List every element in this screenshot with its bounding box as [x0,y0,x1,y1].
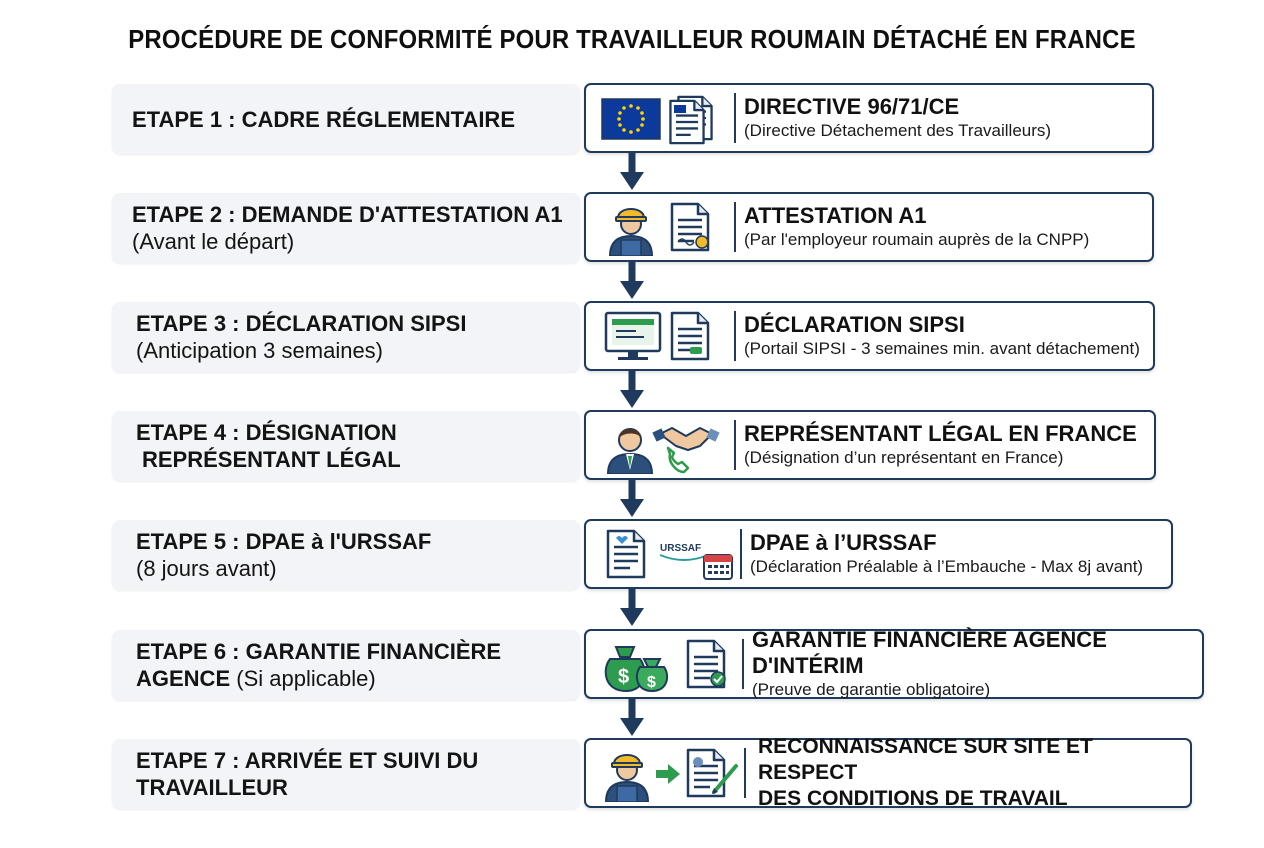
divider [734,93,736,143]
step-6-title-line2: AGENCE [136,666,231,691]
step-6-label-box [112,630,580,700]
worker-icon [610,209,652,256]
step-3-detail-card [584,301,1155,371]
step-1-title: ETAPE 1 : CADRE RÉGLEMENTAIRE [132,106,515,132]
arrow-down-icon [620,152,644,190]
step-6-title: ETAPE 6 : GARANTIE FINANCIÈRE [136,639,502,664]
step-6-detail-subtitle: (Preuve de garantie obligatoire) [752,680,991,699]
step-4-label-box [112,411,580,481]
step-2-label-box [112,193,580,263]
step-7-detail-card [584,735,1192,810]
money-bags-icon [606,647,667,691]
step-5-detail-title: DPAE à l’URSSAF [750,530,937,555]
documents-icon [670,97,711,143]
approved-document-icon [688,641,725,687]
form-icon [672,313,708,359]
page-title: PROCÉDURE DE CONFORMITÉ POUR TRAVAILLEUR ROUMAIN DÉTACHÉ EN FRANCE [128,24,1136,54]
certificate-icon [672,204,708,250]
step-3-label-box [112,302,580,372]
step-2-detail-card [584,192,1154,262]
step-3-detail-title: DÉCLARATION SIPSI [744,312,965,337]
divider [740,529,742,579]
step-2-detail-title: ATTESTATION A1 [744,203,927,228]
svg-text:URSSAF: URSSAF [660,543,702,554]
step-4-title: ETAPE 4 : DÉSIGNATION [136,420,397,445]
svg-text:$: $ [618,666,630,688]
step-1-label-box [112,84,580,154]
businessman-icon [608,429,652,474]
computer-icon [606,313,660,360]
divider [734,311,736,361]
divider [734,420,736,470]
step-1-detail-title: DIRECTIVE 96/71/CE [744,94,960,119]
step-2-title: ETAPE 2 : DEMANDE D'ATTESTATION A1 [132,202,563,227]
step-7-detail-title-line2: DES CONDITIONS DE TRAVAIL [758,787,1068,810]
step-4-title-line2: REPRÉSENTANT LÉGAL [142,447,401,472]
svg-text:$: $ [647,674,656,691]
step-5-label-box [112,520,580,590]
step-5-title: ETAPE 5 : DPAE à l'URSSAF [136,529,432,554]
step-6-subtitle: (Si applicable) [230,666,376,691]
divider [734,202,736,252]
step-3-title: ETAPE 3 : DÉCLARATION SIPSI [136,311,467,336]
step-7-label-box [112,739,580,809]
arrow-right-icon [656,764,680,784]
step-4-detail-subtitle: (Désignation d’un représentant en France) [744,448,1064,467]
worker-icon [606,755,648,802]
arrow-down-icon [620,479,644,517]
step-4-detail-card [584,410,1156,480]
step-4-detail-title: REPRÉSENTANT LÉGAL EN FRANCE [744,421,1137,446]
handshake-icon [652,428,719,450]
step-3-detail-subtitle: (Portail SIPSI - 3 semaines min. avant détachement) [744,339,1140,358]
phone-icon [668,448,688,472]
arrow-down-icon [620,588,644,626]
step-6-detail-card [584,629,1204,699]
step-5-detail-card [584,519,1173,589]
arrow-down-icon [620,261,644,299]
arrow-down-icon [620,370,644,408]
divider [742,639,744,689]
step-7-title: ETAPE 7 : ARRIVÉE ET SUIVI DU [136,748,479,773]
step-5-detail-subtitle: (Déclaration Préalable à l’Embauche - Max 8j avant) [750,557,1144,576]
step-6-detail-title: GARANTIE FINANCIÈRE AGENCE D'INTÉRIM [752,627,1107,678]
step-7-detail-title: RECONNAISSANCE SUR SITE ET RESPECT [758,735,1093,784]
divider [744,748,746,798]
eu-flag-icon [602,99,660,139]
arrow-down-icon [620,698,644,736]
step-5-subtitle: (8 jours avant) [136,556,277,581]
form-icon [608,531,644,577]
step-2-detail-subtitle: (Par l'employeur roumain auprès de la CNPP) [744,230,1090,249]
calendar-icon [704,555,732,579]
urssaf-logo [660,543,708,560]
step-3-subtitle: (Anticipation 3 semaines) [136,338,384,363]
step-2-subtitle: (Avant le départ) [132,229,295,254]
step-7-title-line2: TRAVAILLEUR [136,775,288,800]
signed-document-icon [688,750,736,796]
step-1-detail-subtitle: (Directive Détachement des Travailleurs) [744,121,1052,140]
step-1-detail-card [584,83,1154,153]
